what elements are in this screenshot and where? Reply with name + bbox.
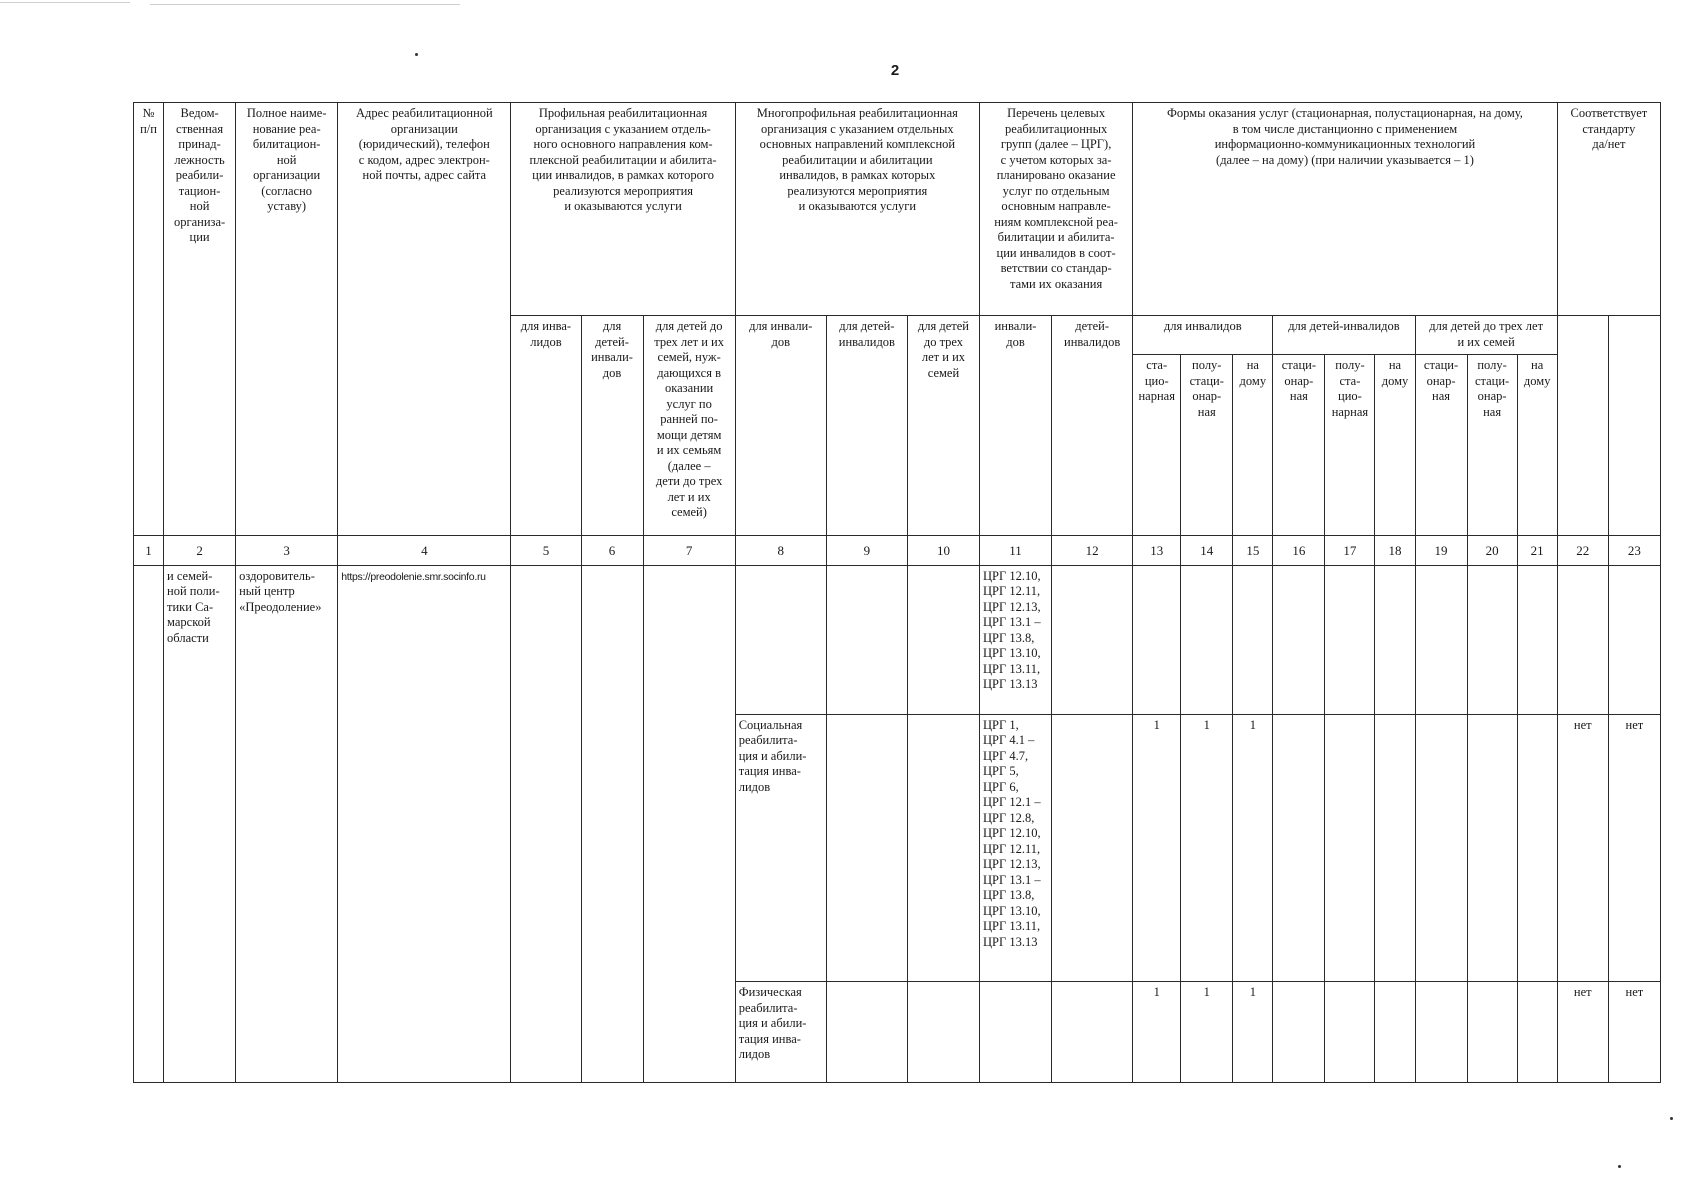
cell-std23-r3: нет (1608, 982, 1660, 1083)
cell-multi-disabled-r2: Социальная реабилита- ция и абили- тация инва- лидов (735, 714, 826, 981)
column-number-14: 14 (1181, 536, 1233, 565)
cell-f13-r2: 1 (1133, 714, 1181, 981)
header-profile-under3: для детей до трех лет и их семей, нуж- дающихся в оказании услуг по ранней по- мощи детям и их семьям (далее – дети до трех лет и их семей) (643, 316, 735, 536)
cell-f14-r2: 1 (1181, 714, 1233, 981)
scan-speck (1618, 1165, 1621, 1168)
rehabilitation-organizations-table (133, 102, 1661, 1083)
cell-std23-r2: нет (1608, 714, 1660, 981)
cell-profile-under3 (643, 565, 735, 1082)
header-profile-disabled: для инва- лидов (511, 316, 581, 536)
cell-f17-r3 (1325, 982, 1375, 1083)
header-target-groups: Перечень целевых реабилитационных групп (далее – ЦРГ), с учетом которых за- планировано оказание услуг по отдельным основным направле- ниям комплексной реа- билитации и абилита- ции инвалидов в соот- ветствии со стандар- тами их оказания (980, 103, 1133, 316)
page-number: 2 (890, 62, 900, 79)
cell-crg-children-r1 (1052, 565, 1133, 714)
column-number-7: 7 (643, 536, 735, 565)
column-number-1: 1 (134, 536, 164, 565)
header-std-staff (1557, 316, 1608, 536)
header-form-19: стаци- онар- ная (1415, 355, 1467, 536)
cell-f16-r1 (1273, 565, 1325, 714)
cell-profile-disabled (511, 565, 581, 1082)
column-number-17: 17 (1325, 536, 1375, 565)
cell-f17-r2 (1325, 714, 1375, 981)
cell-std23-r1 (1608, 565, 1660, 714)
cell-multi-under3-r2 (907, 714, 979, 981)
column-number-16: 16 (1273, 536, 1325, 565)
column-number-6: 6 (581, 536, 643, 565)
cell-multi-children-r3 (826, 982, 907, 1083)
cell-crg-disabled-r2: ЦРГ 1, ЦРГ 4.1 – ЦРГ 4.7, ЦРГ 5, ЦРГ 6, ЦРГ 12.1 – ЦРГ 12.8, ЦРГ 12.10, ЦРГ 12.11, ЦРГ 12.13, ЦРГ 13.1 – ЦРГ 13.8, ЦРГ 13.10, ЦРГ 13.11, ЦРГ 13.13 (980, 714, 1052, 981)
column-number-18: 18 (1375, 536, 1415, 565)
scan-speck (1670, 1117, 1673, 1120)
header-forms-disabled: для инвалидов (1133, 316, 1273, 355)
cell-f21-r2 (1517, 714, 1557, 981)
column-number-13: 13 (1133, 536, 1181, 565)
column-number-23: 23 (1608, 536, 1660, 565)
column-number-15: 15 (1233, 536, 1273, 565)
header-profile-org: Профильная реабилитационная организация с указанием отдель- ного основного направления ком- плексной реабилитации и абилита- ции инвалидов, в рамках которого реализуются мероприятия и оказываются услуги (511, 103, 735, 316)
header-std-equipment (1608, 316, 1660, 536)
header-address: Адрес реабилитационной организации (юридический), телефон с кодом, адрес электрон- ной почты, адрес сайта (338, 103, 511, 536)
column-number-row (134, 536, 1661, 565)
scan-artifact (150, 4, 460, 5)
cell-crg-disabled-r3 (980, 982, 1052, 1083)
header-standard: Соответствует стандарту да/нет (1557, 103, 1660, 316)
header-form-17: полу- ста- цио- нарная (1325, 355, 1375, 536)
cell-f14-r1 (1181, 565, 1233, 714)
header-form-15: на дому (1233, 355, 1273, 536)
column-number-3: 3 (236, 536, 338, 565)
cell-f15-r3: 1 (1233, 982, 1273, 1083)
header-multiprofile-org: Многопрофильная реабилитационная организация с указанием отдельных основных направлений комплексной реабилитации и абилитации инвалидов, в рамках которых реализуются мероприятия и оказываются услуги (735, 103, 979, 316)
column-number-11: 11 (980, 536, 1052, 565)
cell-f20-r3 (1467, 982, 1517, 1083)
column-number-4: 4 (338, 536, 511, 565)
cell-site: https://preodolenie.smr.socinfo.ru (338, 565, 511, 1082)
cell-multi-disabled-r3: Физическая реабилита- ция и абили- тация инва- лидов (735, 982, 826, 1083)
header-org-name: Полное наиме- нование реа- билитацион- ной организации (согласно уставу) (236, 103, 338, 536)
header-form-16: стаци- онар- ная (1273, 355, 1325, 536)
cell-crg-children-r2 (1052, 714, 1133, 981)
cell-f16-r3 (1273, 982, 1325, 1083)
header-crg-children: детей- инвалидов (1052, 316, 1133, 536)
cell-crg-children-r3 (1052, 982, 1133, 1083)
cell-multi-children-r2 (826, 714, 907, 981)
header-form-18: на дому (1375, 355, 1415, 536)
cell-profile-children (581, 565, 643, 1082)
header-multi-children: для детей- инвалидов (826, 316, 907, 536)
cell-f21-r1 (1517, 565, 1557, 714)
cell-multi-children-r1 (826, 565, 907, 714)
cell-f13-r1 (1133, 565, 1181, 714)
cell-f15-r1 (1233, 565, 1273, 714)
cell-std22-r2: нет (1557, 714, 1608, 981)
cell-f13-r3: 1 (1133, 982, 1181, 1083)
header-forms-children: для детей-инвалидов (1273, 316, 1415, 355)
cell-f17-r1 (1325, 565, 1375, 714)
scan-speck (415, 53, 418, 56)
cell-std22-r3: нет (1557, 982, 1608, 1083)
column-number-8: 8 (735, 536, 826, 565)
cell-multi-under3-r3 (907, 982, 979, 1083)
header-service-forms: Формы оказания услуг (стационарная, полустационарная, на дому, в том числе дистанционно с применением информационно-коммуникационных технологий (далее – на дому) (при наличии указывается – 1) (1133, 103, 1558, 316)
column-number-12: 12 (1052, 536, 1133, 565)
cell-crg-disabled-r1: ЦРГ 12.10, ЦРГ 12.11, ЦРГ 12.13, ЦРГ 13.1 – ЦРГ 13.8, ЦРГ 13.10, ЦРГ 13.11, ЦРГ 13.13 (980, 565, 1052, 714)
header-form-14: полу- стаци- онар- ная (1181, 355, 1233, 536)
cell-f19-r1 (1415, 565, 1467, 714)
cell-f16-r2 (1273, 714, 1325, 981)
header-number: № п/п (134, 103, 164, 536)
cell-f20-r1 (1467, 565, 1517, 714)
cell-row-number (134, 565, 164, 1082)
cell-f19-r2 (1415, 714, 1467, 981)
column-number-21: 21 (1517, 536, 1557, 565)
column-number-9: 9 (826, 536, 907, 565)
column-number-22: 22 (1557, 536, 1608, 565)
cell-f19-r3 (1415, 982, 1467, 1083)
scan-artifact (0, 2, 130, 3)
cell-org-name: оздоровитель- ный центр «Преодоление» (236, 565, 338, 1082)
cell-f18-r1 (1375, 565, 1415, 714)
column-number-5: 5 (511, 536, 581, 565)
header-affiliation: Ведом- ственная принад- лежность реабили- тацион- ной организа- ции (164, 103, 236, 536)
cell-f18-r2 (1375, 714, 1415, 981)
cell-f18-r3 (1375, 982, 1415, 1083)
cell-f15-r2: 1 (1233, 714, 1273, 981)
header-form-20: полу- стаци- онар- ная (1467, 355, 1517, 536)
column-number-20: 20 (1467, 536, 1517, 565)
cell-multi-under3-r1 (907, 565, 979, 714)
header-form-21: на дому (1517, 355, 1557, 536)
header-crg-disabled: инвали- дов (980, 316, 1052, 536)
header-forms-under3: для детей до трех лет и их семей (1415, 316, 1557, 355)
cell-f14-r3: 1 (1181, 982, 1233, 1083)
cell-affiliation: и семей- ной поли- тики Са- марской области (164, 565, 236, 1082)
header-multi-disabled: для инвали- дов (735, 316, 826, 536)
header-profile-children: для детей- инвали- дов (581, 316, 643, 536)
cell-multi-disabled-r1 (735, 565, 826, 714)
cell-std22-r1 (1557, 565, 1608, 714)
column-number-19: 19 (1415, 536, 1467, 565)
cell-f21-r3 (1517, 982, 1557, 1083)
column-number-2: 2 (164, 536, 236, 565)
cell-f20-r2 (1467, 714, 1517, 981)
header-multi-under3: для детей до трех лет и их семей (907, 316, 979, 536)
header-form-13: ста- цио- нарная (1133, 355, 1181, 536)
column-number-10: 10 (907, 536, 979, 565)
